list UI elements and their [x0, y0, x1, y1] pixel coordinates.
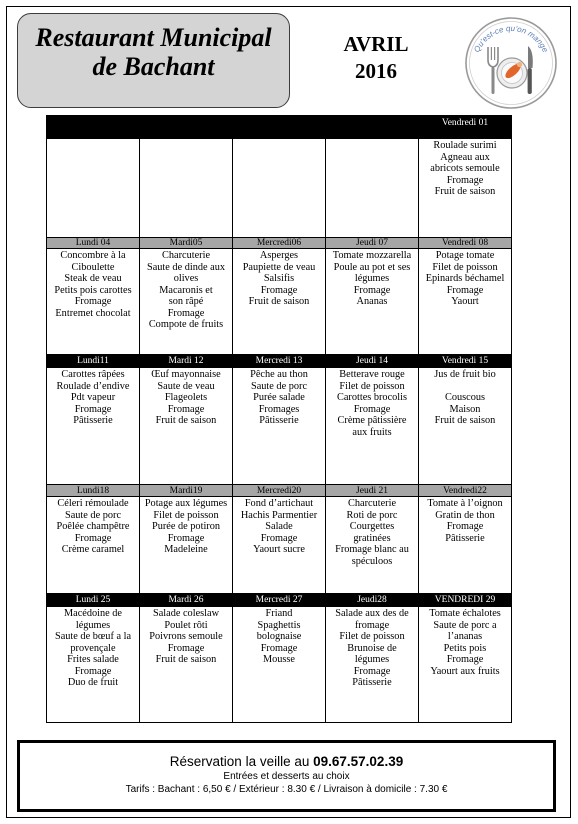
- menu-item: Ciboulette: [71, 261, 115, 273]
- menu-item: Crème caramel: [61, 544, 125, 555]
- day-menu-cell: [419, 139, 512, 238]
- day-label: Lundi11: [47, 355, 140, 368]
- menu-item: Yaourt aux fruits: [430, 665, 500, 677]
- menu-item: Fromage: [167, 307, 205, 319]
- month-label: AVRIL: [343, 32, 409, 56]
- day-label: Mercredi 27: [233, 594, 326, 607]
- menu-item: son râpé: [168, 296, 204, 307]
- day-menu-cell: [233, 497, 326, 594]
- menu-item: Œuf mayonnaise: [151, 369, 221, 380]
- menu-item: Saute de veau: [157, 380, 215, 392]
- menu-item: Hachis Parmentier: [240, 509, 318, 521]
- week-menu-row: [47, 497, 512, 594]
- menu-item: Fruit de saison: [155, 415, 217, 426]
- menu-item: Tomate mozzarella: [332, 250, 412, 261]
- menu-item: Filet de poisson: [153, 509, 219, 521]
- menu-item: olives: [173, 273, 199, 284]
- day-label: Vendredi 01: [419, 116, 512, 139]
- menu-item: Macédoine de: [63, 608, 123, 619]
- menu-item: Fromage: [446, 284, 484, 296]
- menu-item: Charcuterie: [161, 250, 211, 261]
- menu-item: Fromage: [74, 403, 112, 415]
- day-header-cell: [233, 116, 326, 139]
- reservation-label: Réservation la veille au: [169, 754, 310, 769]
- menu-item: Brunoise de: [347, 642, 397, 654]
- menu-item: Fromage: [260, 642, 298, 654]
- menu-item: Poule au pot et ses: [333, 261, 411, 273]
- menu-item: Fromage: [446, 174, 484, 186]
- menu-item: Salade coleslaw: [152, 608, 220, 619]
- menu-item: provençale: [70, 642, 116, 654]
- tariffs-line: Tarifs : Bachant : 6,50 € / Extérieur : 8.30 € / Livraison à domicile : 7.30 €: [125, 784, 448, 795]
- day-menu-cell: [140, 139, 233, 238]
- day-menu-cell: [233, 139, 326, 238]
- day-label: Mercredi20: [233, 485, 326, 497]
- menu-item: Salade: [265, 521, 293, 532]
- menu-item: légumes: [354, 273, 390, 284]
- menu-item: bolognaise: [256, 631, 302, 642]
- day-menu-cell: [140, 497, 233, 594]
- phone-number: 09.67.57.02.39: [313, 754, 404, 769]
- week-menu-row: [47, 368, 512, 485]
- week-header-row: [47, 238, 512, 249]
- menu-item: Roulade surimi: [433, 140, 497, 151]
- day-label: Mercredi 13: [233, 355, 326, 368]
- menu-item: Roti de porc: [346, 509, 398, 521]
- day-menu-cell: [140, 368, 233, 485]
- menu-item: Jus de fruit bio: [434, 369, 496, 380]
- day-menu-cell: [140, 607, 233, 723]
- year-label: 2016: [355, 59, 397, 83]
- menu-item: Fromage: [74, 532, 112, 544]
- plate-icon: [497, 58, 527, 88]
- day-label: Mardi19: [140, 485, 233, 497]
- menu-item: Céleri rémoulade: [57, 498, 129, 509]
- menu-item: gratinées: [353, 532, 391, 544]
- day-label: Vendredi 15: [419, 355, 512, 368]
- menu-blank-line: [420, 381, 510, 393]
- menu-item: Spaghettis: [257, 619, 301, 631]
- menu-item: Charcuterie: [347, 498, 397, 509]
- day-label: Jeudi 21: [326, 485, 419, 497]
- day-label: Lundi18: [47, 485, 140, 497]
- week-header-row: [47, 485, 512, 497]
- day-menu-cell: [326, 497, 419, 594]
- menu-item: Carottes râpées: [61, 369, 125, 380]
- menu-item: Fromage: [74, 296, 112, 307]
- menu-item: Steak de veau: [64, 273, 122, 284]
- reservation-footer: [17, 740, 556, 812]
- menu-item: Flageolets: [164, 392, 208, 403]
- menu-item: Saute de porc: [250, 380, 308, 392]
- day-label: Mardi 26: [140, 594, 233, 607]
- menu-item: Fromage: [167, 403, 205, 415]
- menu-item: Poêlée champêtre: [56, 521, 130, 532]
- day-label: Vendredi 08: [419, 238, 512, 249]
- choice-note: Entrées et desserts au choix: [223, 771, 350, 782]
- weekly-menu-calendar: [46, 115, 512, 723]
- menu-period: [320, 31, 432, 85]
- menu-item: Saute de porc a: [433, 619, 497, 631]
- menu-item: Fromage blanc au: [335, 544, 409, 555]
- day-menu-cell: [47, 368, 140, 485]
- week-menu-row: [47, 249, 512, 355]
- menu-item: Crème pâtissière: [337, 415, 407, 426]
- day-menu-cell: [326, 139, 419, 238]
- menu-item: Concombre à la: [60, 250, 126, 261]
- day-menu-cell: [233, 249, 326, 355]
- menu-item: Tomate échalotes: [429, 608, 501, 619]
- day-menu-cell: [419, 607, 512, 723]
- menu-item: Roulade d’endive: [56, 380, 130, 392]
- menu-item: Pâtisserie: [352, 677, 392, 688]
- menu-item: légumes: [354, 654, 390, 665]
- menu-item: Compote de fruits: [148, 319, 224, 330]
- day-menu-cell: [419, 497, 512, 594]
- menu-item: Poulet rôti: [164, 619, 208, 631]
- menu-item: abricots semoule: [430, 163, 500, 174]
- day-header-cell: [47, 116, 140, 139]
- menu-item: Betterave rouge: [339, 369, 405, 380]
- menu-item: Fromage: [260, 284, 298, 296]
- menu-item: Poivrons semoule: [149, 631, 223, 642]
- menu-item: Filet de poisson: [339, 631, 405, 642]
- menu-item: spéculoos: [351, 555, 393, 567]
- day-menu-cell: [419, 368, 512, 485]
- menu-item: Duo de fruit: [67, 677, 119, 688]
- menu-item: Ananas: [356, 296, 388, 307]
- menu-item: Mousse: [262, 654, 296, 665]
- menu-item: Potage tomate: [435, 250, 495, 261]
- day-label: Vendredi22: [419, 485, 512, 497]
- week-menu-row: [47, 139, 512, 238]
- week-header-row: [47, 116, 512, 139]
- day-label: Mardi05: [140, 238, 233, 249]
- menu-item: Purée de potiron: [151, 521, 221, 532]
- menu-item: Fruit de saison: [155, 654, 217, 665]
- logo-text: Qu’est-ce qu’on mange: [472, 23, 550, 54]
- menu-item: Yaourt: [451, 296, 479, 307]
- menu-item: Pâtisserie: [259, 415, 299, 426]
- menu-item: Frites salade: [67, 654, 119, 665]
- day-label: Lundi 25: [47, 594, 140, 607]
- menu-item: Fromage: [446, 521, 484, 532]
- week-header-row: [47, 355, 512, 368]
- logo: [463, 16, 559, 110]
- day-header-cell: [326, 116, 419, 139]
- menu-item: Saute de bœuf a la: [54, 631, 132, 642]
- day-menu-cell: [47, 607, 140, 723]
- menu-item: Fruit de saison: [248, 296, 310, 307]
- menu-item: fromage: [354, 619, 390, 631]
- menu-item: Paupiette de veau: [242, 261, 316, 273]
- menu-item: Couscous: [444, 392, 486, 403]
- menu-item: Salsifis: [263, 273, 295, 284]
- menu-item: Pêche au thon: [250, 369, 308, 380]
- week-menu-row: [47, 607, 512, 723]
- day-label: Mardi 12: [140, 355, 233, 368]
- menu-item: Filet de poisson: [339, 380, 405, 392]
- day-label: Jeudi28: [326, 594, 419, 607]
- menu-item: Maison: [449, 403, 481, 415]
- menu-item: Fruit de saison: [434, 186, 496, 197]
- menu-item: Saute de dinde aux: [146, 261, 226, 273]
- menu-item: Fruit de saison: [434, 415, 496, 426]
- menu-item: Macaronis et: [159, 284, 213, 296]
- menu-item: Epinards béchamel: [425, 273, 505, 284]
- menu-item: légumes: [75, 619, 111, 631]
- menu-item: Salade aux des de: [335, 608, 409, 619]
- day-menu-cell: [47, 139, 140, 238]
- day-label: VENDREDI 29: [419, 594, 512, 607]
- day-label: Lundi 04: [47, 238, 140, 249]
- menu-item: Fromage: [167, 642, 205, 654]
- menu-item: Fond d’artichaut: [244, 498, 314, 509]
- menu-item: Fromage: [353, 284, 391, 296]
- reservation-line: [20, 754, 553, 770]
- restaurant-title-line2: de Bachant: [92, 52, 215, 81]
- menu-item: Fromage: [446, 654, 484, 665]
- menu-item: Fromage: [260, 532, 298, 544]
- menu-item: Entremet chocolat: [55, 307, 131, 319]
- menu-item: Potage aux légumes: [144, 498, 228, 509]
- day-menu-cell: [233, 607, 326, 723]
- menu-item: Friand: [265, 608, 293, 619]
- day-menu-cell: [140, 249, 233, 355]
- menu-item: Fromage: [353, 665, 391, 677]
- menu-item: Asperges: [259, 250, 299, 261]
- day-label: Jeudi 07: [326, 238, 419, 249]
- menu-item: Courgettes: [349, 521, 395, 532]
- menu-item: Pâtisserie: [73, 415, 113, 426]
- day-menu-cell: [326, 368, 419, 485]
- menu-item: Fromage: [167, 532, 205, 544]
- restaurant-title-box: [17, 13, 290, 108]
- menu-item: Petits pois: [443, 642, 487, 654]
- menu-item: l’ananas: [447, 631, 483, 642]
- menu-item: Petits pois carottes: [54, 284, 132, 296]
- menu-item: Saute de porc: [64, 509, 122, 521]
- day-menu-cell: [233, 368, 326, 485]
- menu-item: Fromage: [353, 403, 391, 415]
- restaurant-title-line1: Restaurant Municipal: [35, 23, 272, 52]
- menu-item: Fromage: [74, 665, 112, 677]
- menu-item: Pdt vapeur: [70, 392, 116, 403]
- menu-item: Yaourt sucre: [253, 544, 305, 555]
- menu-item: Madeleine: [164, 544, 208, 555]
- day-label: Mercredi06: [233, 238, 326, 249]
- menu-item: Pâtisserie: [445, 532, 485, 544]
- day-menu-cell: [326, 249, 419, 355]
- day-menu-cell: [419, 249, 512, 355]
- day-menu-cell: [326, 607, 419, 723]
- menu-item: Fromages: [258, 403, 300, 415]
- day-label: Jeudi 14: [326, 355, 419, 368]
- menu-item: Carottes brocolis: [336, 392, 408, 403]
- day-menu-cell: [47, 249, 140, 355]
- day-header-cell: [140, 116, 233, 139]
- menu-item: Agneau aux: [440, 151, 490, 163]
- menu-item: aux fruits: [352, 426, 392, 438]
- week-header-row: [47, 594, 512, 607]
- menu-item: Tomate à l’oignon: [427, 498, 503, 509]
- menu-item: Gratin de thon: [435, 509, 495, 521]
- menu-item: Purée salade: [253, 392, 305, 403]
- day-menu-cell: [47, 497, 140, 594]
- menu-item: Filet de poisson: [432, 261, 498, 273]
